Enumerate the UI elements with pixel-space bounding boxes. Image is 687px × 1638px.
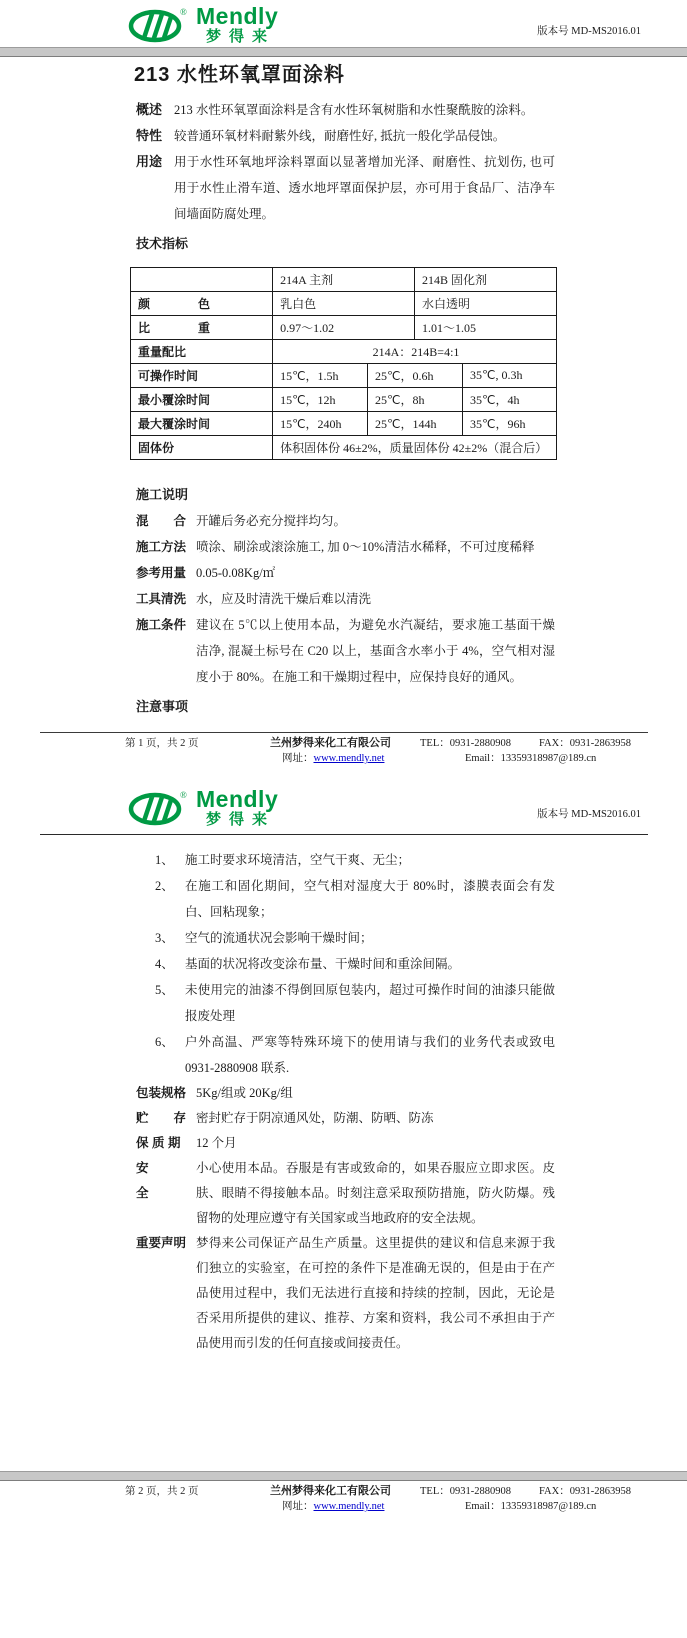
row-packaging (136, 1081, 555, 1106)
note-item-1 (136, 847, 555, 873)
cell-value: 25℃，144h (368, 412, 463, 436)
cell-value: 35℃，4h (463, 388, 557, 412)
web-label: 网址： (282, 1501, 314, 1512)
row-text: 建议在 5℃以上使用本品，为避免水汽凝结，要求施工基面干燥洁净, 混凝土标号在 C20 以上，基面含水率小于 4%，空气相对湿度小于 80%。在施工和干燥期过程中，应保持良好的通风。 (196, 618, 555, 684)
row-label: 工具清洗 (136, 592, 187, 606)
row-text: 梦得来公司保证产品生产质量。这里提供的建议和信息来源于我们独立的实验室，在可控的条件下是准确无误的，但是由于在产品使用过程中，我们无法进行直接和持续的控制，因此，无论是否采用所提供的建议、推荐、方案和资料，我公司不承担由于产品使用而引发的任何直接或间接责任。 (196, 1236, 555, 1350)
row-text: 12 个月 (196, 1136, 237, 1150)
page-break-band-top (0, 47, 687, 57)
page2-header (0, 772, 687, 830)
fax-number: FAX：0931-2863958 (539, 1486, 631, 1497)
construction-row-conditions (136, 612, 555, 690)
section-features (136, 123, 555, 149)
row-label: 混 合 (136, 514, 187, 528)
row-label: 可操作时间 (131, 364, 273, 388)
row-text: 5Kg/组或 20Kg/组 (196, 1086, 293, 1100)
row-label: 包装规格 (136, 1086, 187, 1100)
cell-value: 乳白色 (273, 292, 415, 316)
row-text: 0.05-0.08Kg/㎡ (196, 566, 276, 580)
table-row-header (131, 268, 557, 292)
section-overview (136, 97, 555, 123)
note-number: 3、 (155, 931, 174, 945)
page1-body (0, 57, 687, 720)
row-text: 水，应及时清洗干燥后难以清洗 (196, 592, 372, 606)
page2-footer (0, 1471, 687, 1520)
table-col-214b: 214B 固化剂 (415, 268, 557, 292)
brand-text (196, 5, 278, 45)
note-item-5 (136, 977, 555, 1029)
brand-name: Mendly (196, 3, 279, 29)
page-number: 第 1 页，共 2 页 (125, 738, 199, 749)
email-label: Email： (465, 753, 501, 764)
table-row-min-recoat (131, 388, 557, 412)
cell-value: 25℃，0.6h (368, 364, 463, 388)
notes-heading: 注意事项 (136, 699, 189, 714)
fax-number: FAX：0931-2863958 (539, 738, 631, 749)
section-text: 213 水性环氧罩面涂料是含有水性环氧树脂和水性聚酰胺的涂料。 (174, 103, 534, 117)
tel-number: TEL：0931-2880908 (420, 738, 511, 749)
table-cell-blank (131, 268, 273, 292)
row-text: 小心使用本品。吞服是有害或致命的，如果吞服应立即求医。皮肤、眼睛不得接触本品。时刻注意采取预防措施，防火防爆。残留物的处理应遵守有关国家或当地政府的安全法规。 (196, 1161, 555, 1225)
note-text: 户外高温、严寒等特殊环境下的使用请与我们的业务代表或致电 0931-2880908 联系. (185, 1035, 555, 1075)
note-number: 6、 (155, 1035, 174, 1049)
row-label: 重量配比 (131, 340, 273, 364)
note-text: 在施工和固化期间，空气相对湿度大于 80%时，漆膜表面会有发白、回粘现象； (185, 879, 555, 919)
page-number: 第 2 页，共 2 页 (125, 1486, 199, 1497)
section-label: 概述 (136, 102, 163, 117)
row-label: 安 全 (136, 1161, 187, 1200)
table-row-pot-life (131, 364, 557, 388)
section-text: 较普通环氧材料耐紫外线，耐磨性好, 抵抗一般化学品侵蚀。 (174, 129, 506, 143)
cell-value: 0.97～1.02 (273, 316, 415, 340)
row-label: 贮 存 (136, 1111, 187, 1125)
cell-value: 214A：214B=4:1 (273, 340, 557, 364)
website-link[interactable]: www.mendly.net (313, 753, 385, 764)
row-label: 保 质 期 (136, 1136, 181, 1150)
page2-body (0, 835, 687, 1356)
cell-value: 体积固体份 46±2%，质量固体份 42±2%（混合后） (273, 436, 557, 460)
registered-mark: ® (180, 7, 187, 17)
doc-title: 213 水性环氧罩面涂料 (134, 64, 345, 86)
row-label: 固体份 (131, 436, 273, 460)
brand-name-cn: 梦得来 (206, 811, 276, 828)
row-label: 施工条件 (136, 618, 187, 632)
mendly-logo-icon (128, 5, 190, 45)
brand-logo (128, 788, 278, 828)
cell-value: 15℃，240h (273, 412, 368, 436)
row-label: 施工方法 (136, 540, 187, 554)
row-safety (136, 1156, 555, 1231)
cell-value: 1.01～1.05 (415, 316, 557, 340)
note-item-6 (136, 1029, 555, 1081)
cell-value: 35℃，96h (463, 412, 557, 436)
tech-specs-table (130, 267, 557, 460)
row-text: 开罐后务必充分搅拌均匀。 (196, 514, 347, 528)
note-number: 5、 (155, 983, 174, 997)
construction-row-cleaning (136, 586, 555, 612)
brand-text (196, 788, 278, 828)
email-label: Email： (465, 1501, 501, 1512)
brand-name-cn: 梦得来 (206, 28, 276, 45)
row-label: 参考用量 (136, 566, 187, 580)
section-label: 特性 (136, 128, 163, 143)
row-shelf-life (136, 1131, 555, 1156)
note-item-3 (136, 925, 555, 951)
page-1 (0, 0, 687, 772)
page1-footer (0, 732, 687, 772)
note-text: 空气的流通状况会影响干燥时间； (185, 931, 373, 945)
construction-row-dosage (136, 560, 555, 586)
brand-logo (128, 5, 278, 45)
mendly-logo-icon (128, 788, 190, 828)
table-row-ratio (131, 340, 557, 364)
page1-header (0, 0, 687, 47)
email-value: 13359318987@189.cn (500, 1501, 597, 1512)
section-usage (136, 149, 555, 227)
table-row-max-recoat (131, 412, 557, 436)
company-name: 兰州梦得来化工有限公司 (270, 1485, 391, 1497)
construction-heading: 施工说明 (136, 487, 189, 502)
footer-rule (40, 732, 648, 733)
construction-row-mixing (136, 508, 555, 534)
row-text: 喷涂、刷涂或滚涂施工, 加 0～10%清洁水稀释，不可过度稀释 (196, 540, 535, 554)
web-label: 网址： (282, 753, 314, 764)
website-link[interactable]: www.mendly.net (313, 1501, 385, 1512)
page-2 (0, 772, 687, 1638)
construction-row-method (136, 534, 555, 560)
row-label: 重要声明 (136, 1236, 187, 1250)
company-name: 兰州梦得来化工有限公司 (270, 737, 391, 749)
table-row-color (131, 292, 557, 316)
page-break-band-bottom (0, 1471, 687, 1481)
row-text: 密封贮存于阴凉通风处，防潮、防晒、防冻 (196, 1111, 434, 1125)
version-label: 版本号 MD-MS2016.01 (537, 26, 641, 37)
note-number: 1、 (155, 853, 174, 867)
table-col-214a: 214A 主剂 (273, 268, 415, 292)
cell-value: 35℃, 0.3h (463, 364, 557, 388)
section-text: 用于水性环氧地坪涂料罩面以显著增加光泽、耐磨性、抗划伤, 也可用于水性止滑车道、透水地坪罩面保护层，亦可用于食品厂、洁净车间墙面防腐处理。 (174, 155, 555, 221)
table-row-solids (131, 436, 557, 460)
brand-name: Mendly (196, 786, 279, 812)
tel-number: TEL：0931-2880908 (420, 1486, 511, 1497)
row-label: 比 重 (131, 316, 273, 340)
row-label: 最小覆涂时间 (131, 388, 273, 412)
registered-mark: ® (180, 790, 187, 800)
note-number: 4、 (155, 957, 174, 971)
email-value: 13359318987@189.cn (500, 753, 597, 764)
note-text: 未使用完的油漆不得倒回原包装内，超过可操作时间的油漆只能做报废处理 (185, 983, 555, 1023)
cell-value: 15℃，12h (273, 388, 368, 412)
cell-value: 25℃，8h (368, 388, 463, 412)
row-storage (136, 1106, 555, 1131)
tech-specs-heading: 技术指标 (136, 236, 189, 251)
note-item-2 (136, 873, 555, 925)
section-label: 用途 (136, 154, 163, 169)
row-label: 颜 色 (131, 292, 273, 316)
note-text: 施工时要求环境清洁，空气干爽、无尘； (185, 853, 411, 867)
note-item-4 (136, 951, 555, 977)
cell-value: 水白透明 (415, 292, 557, 316)
version-label: 版本号 MD-MS2016.01 (537, 809, 641, 820)
table-row-gravity (131, 316, 557, 340)
note-text: 基面的状况将改变涂布量、干燥时间和重涂间隔。 (185, 957, 461, 971)
cell-value: 15℃，1.5h (273, 364, 368, 388)
note-number: 2、 (155, 879, 174, 893)
row-label: 最大覆涂时间 (131, 412, 273, 436)
row-disclaimer (136, 1231, 555, 1356)
